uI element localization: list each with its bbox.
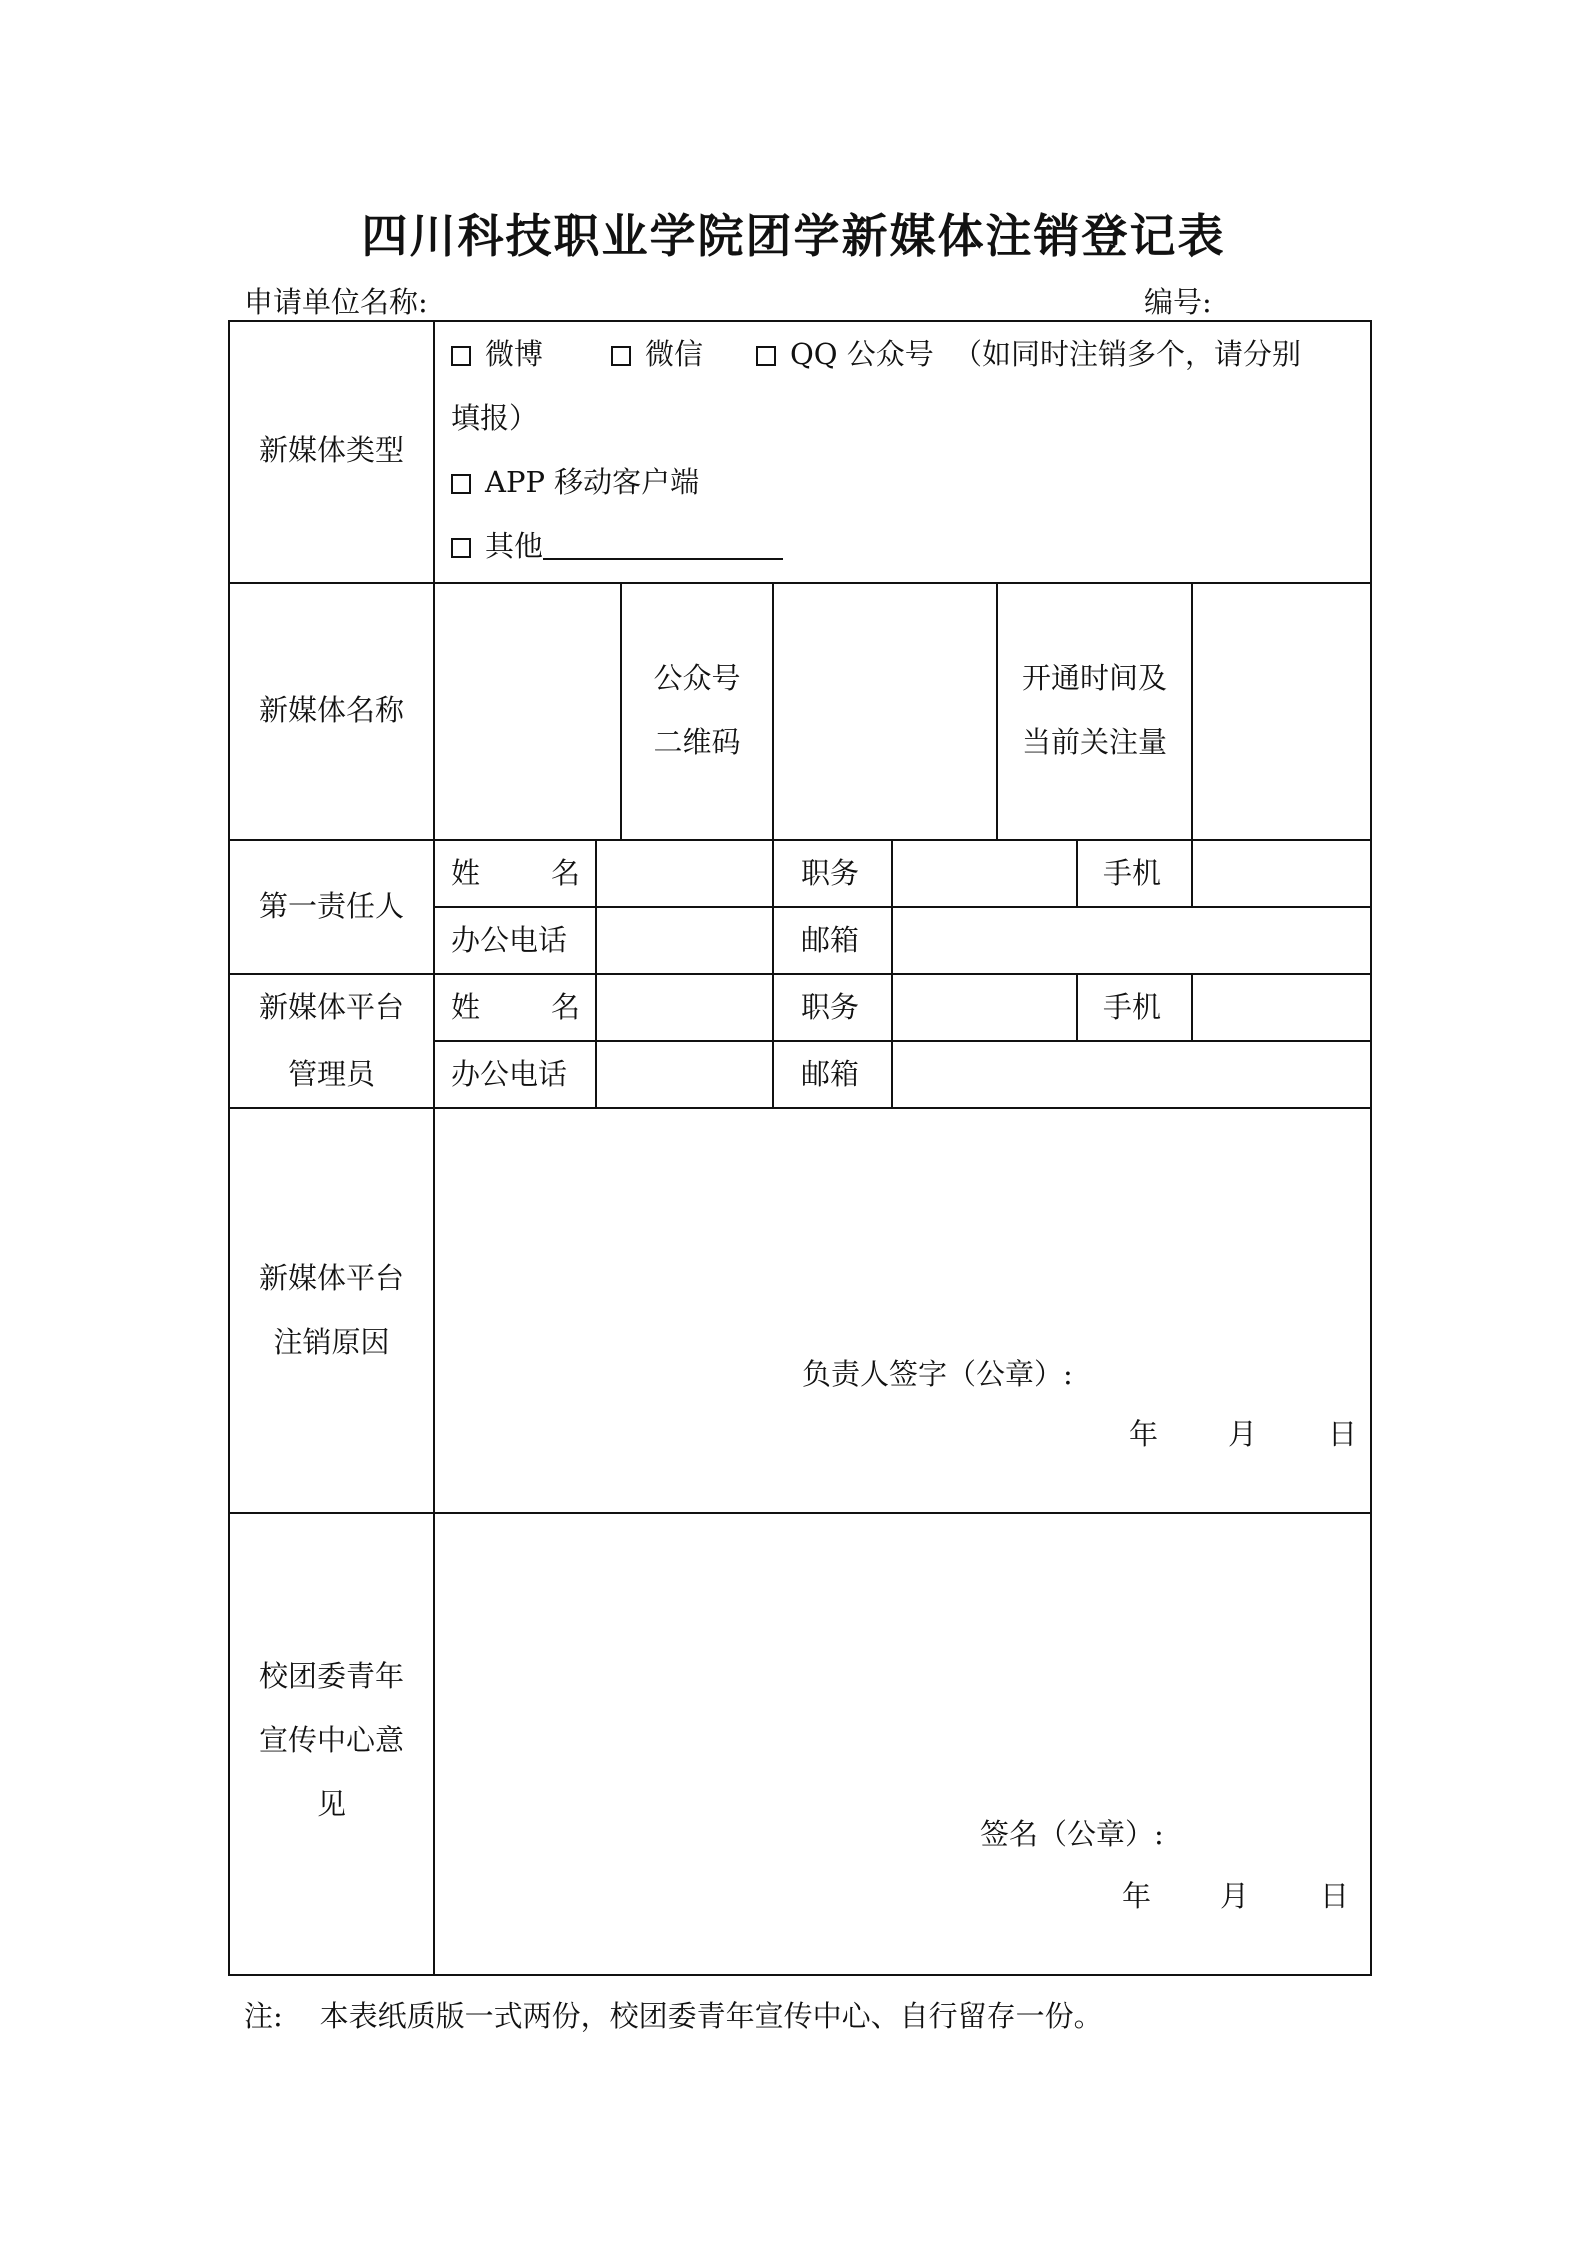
table-border-right bbox=[1370, 320, 1372, 1976]
position-label: 职务 bbox=[801, 856, 860, 890]
option-weibo[interactable] bbox=[451, 337, 544, 371]
mobile-label: 手机 bbox=[1103, 856, 1162, 890]
cell-divider bbox=[996, 582, 998, 839]
option-other-label: 其他 bbox=[485, 529, 544, 563]
option-app[interactable] bbox=[451, 465, 700, 499]
email-label: 邮箱 bbox=[801, 1057, 860, 1091]
checkbox-wechat[interactable] bbox=[611, 346, 631, 366]
applicant-unit-label: 申请单位名称: bbox=[244, 285, 428, 319]
cell-divider bbox=[595, 839, 597, 1107]
date-day-label: 日 bbox=[1328, 1417, 1358, 1451]
cell-divider bbox=[1076, 839, 1078, 906]
serial-number-label: 编号: bbox=[1144, 285, 1212, 319]
open-time-label-line2: 当前关注量 bbox=[1021, 725, 1167, 759]
first-responsible-label: 第一责任人 bbox=[258, 889, 404, 923]
mobile-label: 手机 bbox=[1103, 990, 1162, 1024]
responsible-signature-label: 负责人签字（公章）: bbox=[802, 1357, 1073, 1391]
cell-divider bbox=[1191, 839, 1193, 906]
option-app-label: APP 移动客户端 bbox=[485, 465, 700, 499]
opinion-label-line2: 宣传中心意 bbox=[258, 1723, 404, 1757]
media-name-label: 新媒体名称 bbox=[258, 693, 404, 727]
cell-divider bbox=[772, 839, 774, 1107]
checkbox-app[interactable] bbox=[451, 474, 471, 494]
cell-divider bbox=[891, 839, 893, 1107]
date-year-label: 年 bbox=[1129, 1417, 1159, 1451]
row-divider bbox=[228, 1512, 1372, 1514]
row-divider bbox=[433, 1040, 1372, 1042]
position-label: 职务 bbox=[801, 990, 860, 1024]
row-divider bbox=[228, 1107, 1372, 1109]
row-divider bbox=[228, 582, 1372, 584]
option-qq[interactable] bbox=[756, 337, 934, 371]
option-wechat-label: 微信 bbox=[645, 337, 704, 371]
office-phone-label: 办公电话 bbox=[451, 1057, 568, 1091]
option-weibo-label: 微博 bbox=[485, 337, 544, 371]
qr-code-label-line2: 二维码 bbox=[653, 725, 741, 759]
form-title: 四川科技职业学院团学新媒体注销登记表 bbox=[361, 209, 1226, 263]
name-label-char2: 名 bbox=[551, 990, 581, 1024]
row-divider bbox=[433, 906, 1372, 908]
cancel-reason-label-line1: 新媒体平台 bbox=[258, 1261, 404, 1295]
footnote: 注: 本表纸质版一式两份，校团委青年宣传中心、自行留存一份。 bbox=[244, 1999, 1103, 2033]
opinion-label-line3: 见 bbox=[316, 1787, 346, 1821]
media-type-label: 新媒体类型 bbox=[258, 433, 404, 467]
other-fill-line[interactable] bbox=[543, 534, 783, 560]
opinion-label-line1: 校团委青年 bbox=[258, 1659, 404, 1693]
name-label-char1: 姓 bbox=[451, 990, 481, 1024]
signature-label: 签名（公章）: bbox=[980, 1817, 1164, 1851]
date-month-label: 月 bbox=[1220, 1879, 1250, 1913]
checkbox-qq[interactable] bbox=[756, 346, 776, 366]
date-year-label: 年 bbox=[1122, 1879, 1152, 1913]
office-phone-label: 办公电话 bbox=[451, 923, 568, 957]
checkbox-other[interactable] bbox=[451, 538, 471, 558]
table-border-top bbox=[228, 320, 1372, 322]
checkbox-weibo[interactable] bbox=[451, 346, 471, 366]
label-column-divider bbox=[433, 320, 435, 1976]
date-month-label: 月 bbox=[1228, 1417, 1258, 1451]
multi-cancel-note-line2: 填报） bbox=[451, 401, 539, 435]
cell-divider bbox=[1191, 582, 1193, 839]
row-divider bbox=[228, 839, 1372, 841]
open-time-label-line1: 开通时间及 bbox=[1021, 661, 1167, 695]
registration-form-table bbox=[228, 320, 1372, 1976]
platform-admin-label-line2: 管理员 bbox=[287, 1057, 375, 1091]
cell-divider bbox=[1076, 973, 1078, 1040]
cancel-reason-label-line2: 注销原因 bbox=[273, 1325, 390, 1359]
qr-code-label-line1: 公众号 bbox=[653, 661, 741, 695]
option-other[interactable] bbox=[451, 529, 783, 563]
option-wechat[interactable] bbox=[611, 337, 704, 371]
cell-divider bbox=[1191, 973, 1193, 1040]
cell-divider bbox=[772, 582, 774, 839]
multi-cancel-note-line1: （如同时注销多个，请分别 bbox=[953, 337, 1302, 371]
email-label: 邮箱 bbox=[801, 923, 860, 957]
name-label-char1: 姓 bbox=[451, 856, 481, 890]
option-qq-label: QQ 公众号 bbox=[790, 337, 934, 371]
row-divider bbox=[228, 973, 1372, 975]
table-border-bottom bbox=[228, 1974, 1372, 1976]
date-day-label: 日 bbox=[1320, 1879, 1350, 1913]
name-label-char2: 名 bbox=[551, 856, 581, 890]
platform-admin-label-line1: 新媒体平台 bbox=[258, 990, 404, 1024]
cell-divider bbox=[620, 582, 622, 839]
